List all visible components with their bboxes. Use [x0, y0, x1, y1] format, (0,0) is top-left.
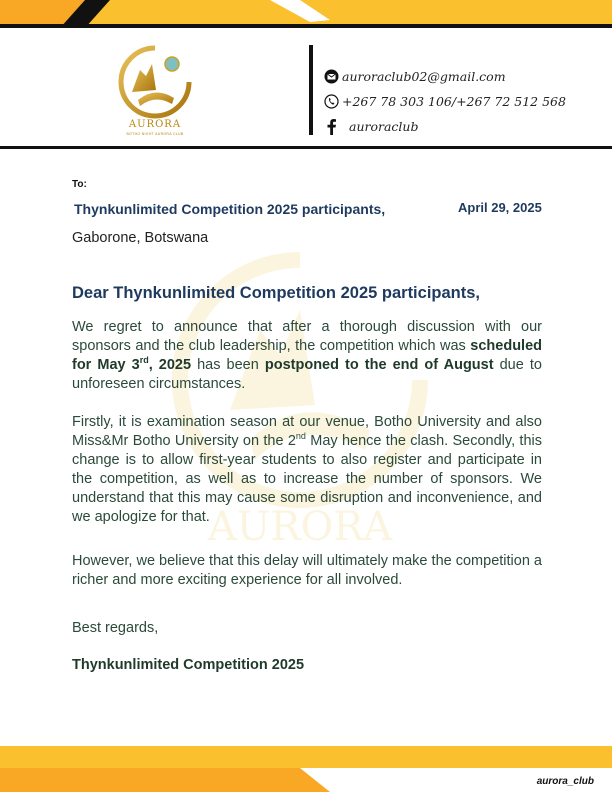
closing: Best regards, [72, 620, 159, 636]
p2-text-b: May hence the clash. Secondly, this change is to allow first-year students to also register and participate in the competition, as well as to increase the number of sponsors. We understand that this may cause some disruption and inconvenience, and we apologize for that. [72, 433, 542, 525]
paragraph-reasons [72, 413, 542, 527]
bottom-decorative-band [0, 746, 612, 792]
p1-postponed: postponed to the end of August [264, 357, 494, 373]
header-divider [309, 45, 313, 135]
recipient-city: Gaborone, Botswana [72, 230, 209, 246]
recipient: Thynkunlimited Competition 2025 participants, [74, 201, 386, 217]
contact-facebook[interactable] [323, 116, 418, 136]
letter-date: April 29, 2025 [458, 200, 542, 215]
p1-text-d: has been [191, 357, 265, 373]
p1-text-f: due to unforeseen circumstances. [72, 357, 542, 392]
p2-sup: nd [295, 431, 306, 442]
contact-email-text: auroraclub02@gmail.com [342, 68, 506, 84]
salutation: Dear Thynkunlimited Competition 2025 participants, [72, 284, 480, 302]
contact-phone-text: +267 78 303 106/+267 72 512 568 [342, 93, 566, 109]
contact-facebook-text: auroraclub [349, 118, 419, 134]
letterhead [0, 28, 612, 148]
contact-email[interactable] [323, 66, 506, 86]
p1-text-a: We regret to announce that after a thorough discussion with our sponsors and the club leadership, the competition which was [72, 319, 542, 354]
phone-icon [323, 93, 339, 109]
email-icon [323, 68, 339, 84]
top-decorative-band [0, 0, 612, 28]
header-rule [0, 146, 612, 149]
footer-handle: aurora_club [536, 776, 594, 787]
svg-text:AURORA: AURORA [207, 504, 393, 550]
p1-scheduled-date: scheduled for May 3rd, 2025 [72, 338, 542, 373]
facebook-icon [323, 118, 339, 134]
signoff: Thynkunlimited Competition 2025 [72, 657, 305, 673]
to-label: To: [72, 179, 87, 190]
paragraph-announcement [72, 318, 542, 394]
logo-wordmark: AURORA [128, 119, 182, 130]
paragraph-outlook: However, we believe that this delay will ultimately make the competition a richer and more exciting experience for all involved. [72, 553, 542, 588]
p2-text-a: Firstly, it is examination season at our venue, Botho University and also Miss&Mr Botho University on the 2 [72, 414, 542, 449]
contact-phone[interactable] [323, 91, 566, 111]
logo-tagline: BOTHO NIGHT AURORA CLUB [126, 132, 184, 136]
club-logo [110, 42, 200, 142]
